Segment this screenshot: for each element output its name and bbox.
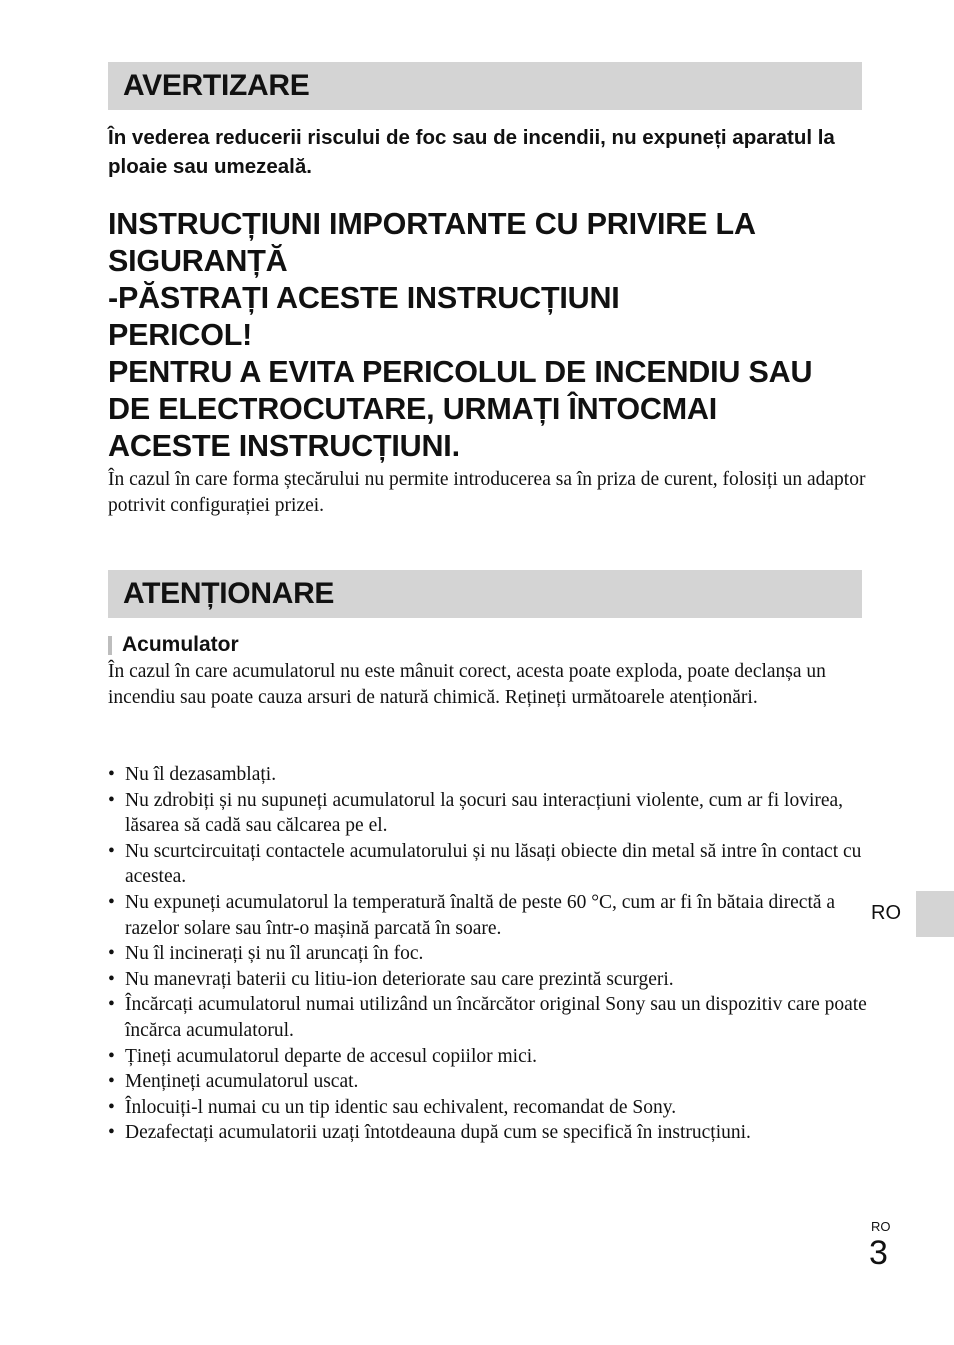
list-item-text: Nu îl incinerați și nu îl aruncați în foc. [125, 943, 424, 965]
page-number: 3 [869, 1234, 888, 1272]
bullet-icon: • [108, 789, 115, 811]
list-item [108, 992, 868, 1043]
safety-heading-line: SIGURANȚĂ [108, 244, 288, 278]
list-item [108, 941, 868, 967]
list-item-text: Țineți acumulatorul departe de accesul copiilor mici. [125, 1045, 538, 1067]
list-item [108, 1044, 868, 1070]
battery-intro: În cazul în care acumulatorul nu este mânuit corect, acesta poate exploda, poate declanșa un incendiu sau poate cauza arsuri de natură chimică. Rețineți următoarele atenționări. [108, 661, 826, 708]
list-item-text: Nu scurtcircuitați contactele acumulatorului și nu lăsați obiecte din metal să intre în contact cu acestea. [125, 840, 862, 888]
language-tab-label: RO [871, 902, 901, 924]
battery-heading-label: Acumulator [122, 633, 239, 656]
bullet-icon: • [108, 968, 115, 990]
caution-title: ATENȚIONARE [123, 577, 335, 610]
list-item [108, 890, 868, 941]
list-item [108, 1095, 868, 1121]
safety-heading-line: ACESTE INSTRUCȚIUNI. [108, 429, 460, 463]
safety-heading-line: INSTRUCȚIUNI IMPORTANTE CU PRIVIRE LA [108, 207, 756, 241]
list-item [108, 762, 868, 788]
list-item-text: Nu manevrați baterii cu litiu-ion deteriorate sau care prezintă scurgeri. [125, 968, 674, 990]
battery-heading [108, 632, 239, 658]
bullet-icon: • [108, 891, 115, 913]
warning-title: AVERTIZARE [123, 69, 310, 102]
safety-heading-line: DE ELECTROCUTARE, URMAȚI ÎNTOCMAI [108, 392, 718, 426]
list-item [108, 839, 868, 890]
bullet-icon: • [108, 1122, 115, 1144]
caution-section-bar [108, 570, 862, 618]
safety-heading [108, 206, 898, 465]
bullet-icon: • [108, 994, 115, 1016]
list-item [108, 1120, 868, 1146]
list-item [108, 1069, 868, 1095]
warning-text: În vederea reducerii riscului de foc sau de incendii, nu expuneți aparatul la ploaie sau umezeală. [108, 126, 835, 178]
page-language-code: RO [871, 1219, 891, 1234]
safety-heading-line: PERICOL! [108, 318, 253, 352]
battery-precautions-list [108, 762, 868, 1146]
bullet-icon: • [108, 840, 115, 862]
bullet-icon: • [108, 1045, 115, 1067]
language-side-tab [916, 891, 954, 937]
bullet-icon: • [108, 943, 115, 965]
list-item-text: Mențineți acumulatorul uscat. [125, 1071, 359, 1093]
bullet-icon: • [108, 764, 115, 785]
list-item [108, 967, 868, 993]
bullet-icon: • [108, 1071, 115, 1093]
list-item-text: Nu îl dezasamblați. [125, 764, 277, 785]
heading-marker-icon [108, 636, 112, 655]
adapter-text: În cazul în care forma ștecărului nu permite introducerea sa în priza de curent, folosiți un adaptor potrivit configurației prizei. [108, 469, 866, 516]
list-item [108, 788, 868, 839]
list-item-text: Dezafectați acumulatorii uzați întotdeauna după cum se specifică în instrucțiuni. [125, 1122, 751, 1144]
list-item-text: Nu expuneți acumulatorul la temperatură înaltă de peste 60 °C, cum ar fi în bătaia directă a razelor solare sau într-o mașină parcată în soare. [125, 891, 836, 939]
bullet-icon: • [108, 1096, 115, 1118]
warning-section-bar [108, 62, 862, 110]
list-item-text: Înlocuiți-l numai cu un tip identic sau echivalent, recomandat de Sony. [125, 1096, 677, 1118]
list-item-text: Nu zdrobiți și nu supuneți acumulatorul la șocuri sau interacțiuni violente, cum ar fi lovirea, lăsarea să cadă sau călcarea pe el. [125, 789, 844, 837]
list-item-text: Încărcați acumulatorul numai utilizând un încărcător original Sony sau un dispozitiv care poate încărca acumulatorul. [125, 994, 867, 1041]
safety-heading-line: -PĂSTRAȚI ACESTE INSTRUCȚIUNI [108, 281, 620, 315]
safety-heading-line: PENTRU A EVITA PERICOLUL DE INCENDIU SAU [108, 355, 813, 389]
